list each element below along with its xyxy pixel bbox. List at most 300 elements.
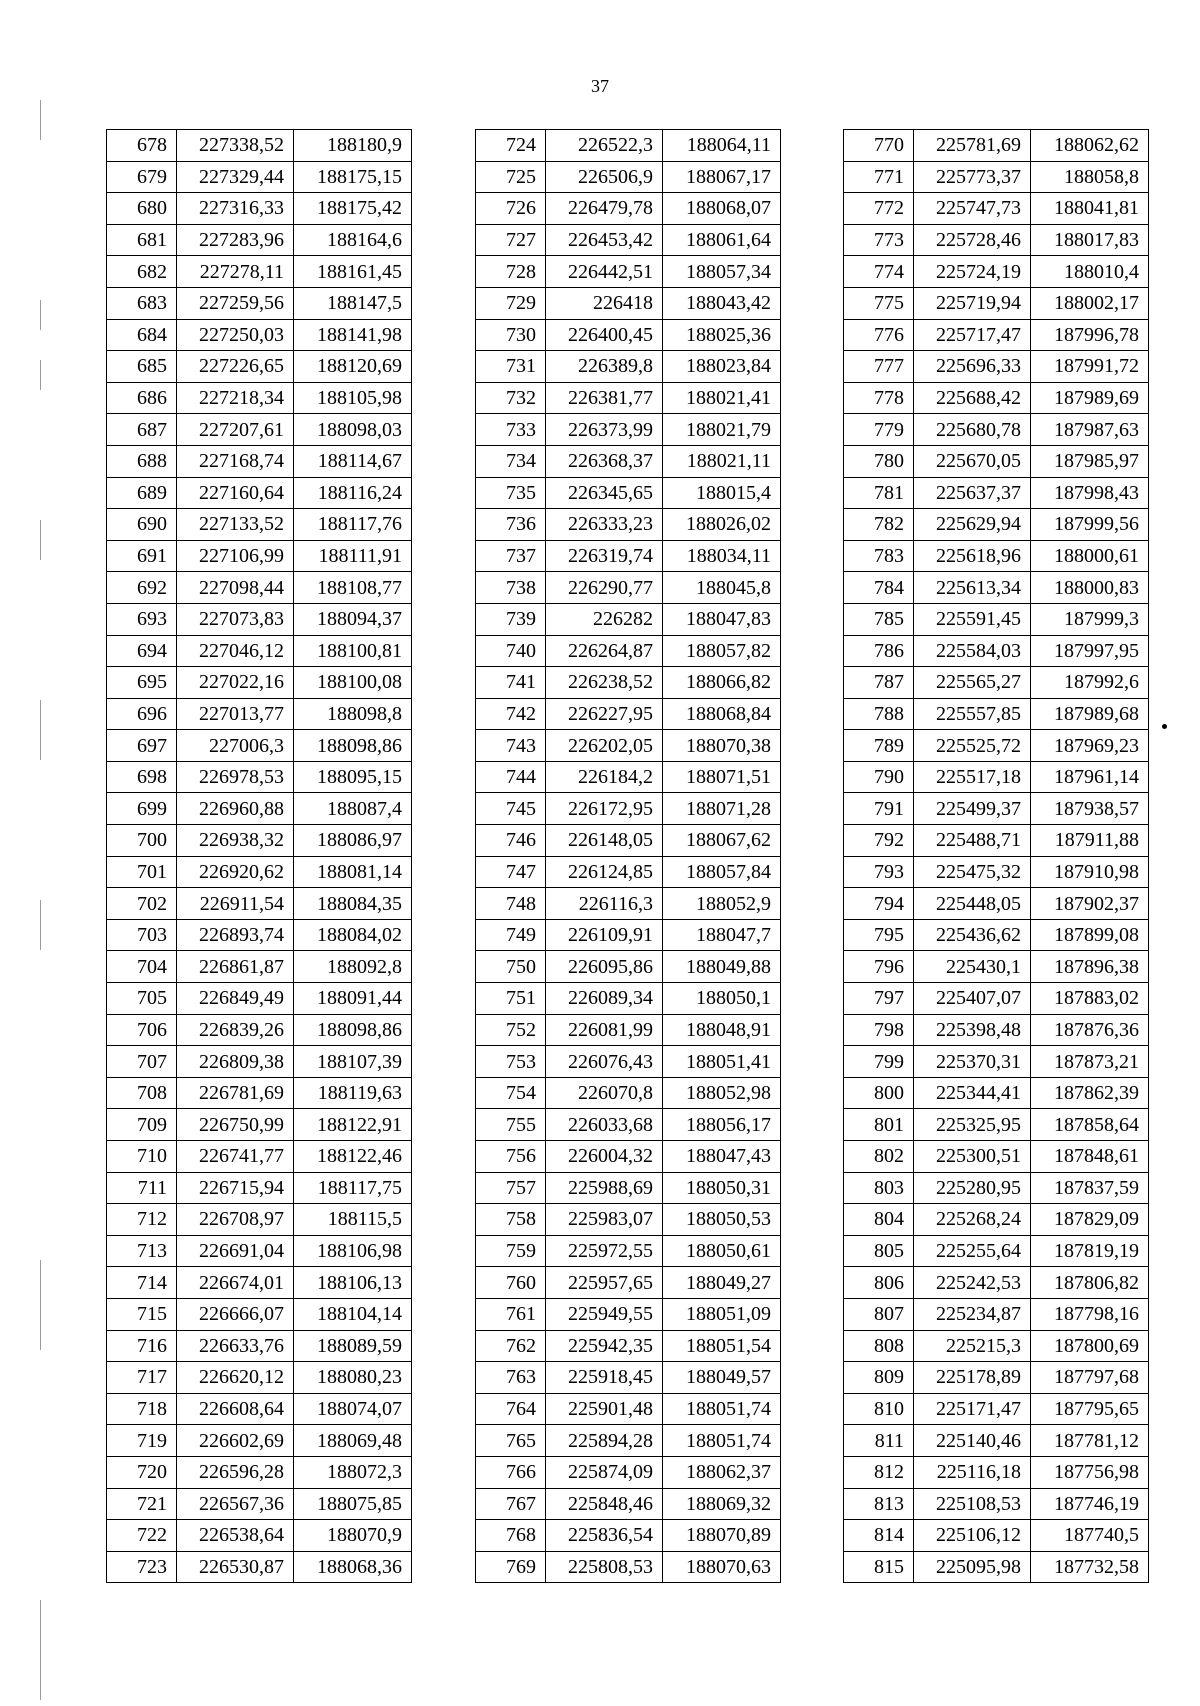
table-row xyxy=(844,414,1149,446)
point-number-cell: 779 xyxy=(844,414,914,446)
table-row xyxy=(476,1204,781,1236)
table-row xyxy=(476,1109,781,1141)
y-coordinate-cell: 188041,81 xyxy=(1031,193,1149,225)
y-coordinate-cell: 188057,34 xyxy=(663,256,781,288)
x-coordinate-cell: 226608,64 xyxy=(177,1393,294,1425)
x-coordinate-cell: 225670,05 xyxy=(914,445,1031,477)
point-number-cell: 743 xyxy=(476,730,546,762)
x-coordinate-cell: 225637,37 xyxy=(914,477,1031,509)
point-number-cell: 754 xyxy=(476,1077,546,1109)
x-coordinate-cell: 226960,88 xyxy=(177,793,294,825)
x-coordinate-cell: 227218,34 xyxy=(177,382,294,414)
table-row xyxy=(107,1298,412,1330)
y-coordinate-cell: 188108,77 xyxy=(294,572,412,604)
x-coordinate-cell: 226666,07 xyxy=(177,1298,294,1330)
point-number-cell: 810 xyxy=(844,1393,914,1425)
x-coordinate-cell: 226741,77 xyxy=(177,1141,294,1173)
y-coordinate-cell: 188034,11 xyxy=(663,540,781,572)
point-number-cell: 737 xyxy=(476,540,546,572)
y-coordinate-cell: 188080,23 xyxy=(294,1362,412,1394)
x-coordinate-cell: 225874,09 xyxy=(546,1456,663,1488)
x-coordinate-cell: 225848,46 xyxy=(546,1488,663,1520)
table-row xyxy=(107,1172,412,1204)
table-row xyxy=(107,1141,412,1173)
point-number-cell: 731 xyxy=(476,351,546,383)
table-row xyxy=(844,603,1149,635)
table-row xyxy=(107,761,412,793)
y-coordinate-cell: 188095,15 xyxy=(294,761,412,793)
point-number-cell: 774 xyxy=(844,256,914,288)
x-coordinate-cell: 226373,99 xyxy=(546,414,663,446)
x-coordinate-cell: 227073,83 xyxy=(177,603,294,635)
y-coordinate-cell: 188043,42 xyxy=(663,287,781,319)
y-coordinate-cell: 188026,02 xyxy=(663,509,781,541)
point-number-cell: 719 xyxy=(107,1425,177,1457)
x-coordinate-cell: 227013,77 xyxy=(177,698,294,730)
table-row xyxy=(844,983,1149,1015)
table-row xyxy=(107,224,412,256)
point-number-cell: 813 xyxy=(844,1488,914,1520)
point-number-cell: 682 xyxy=(107,256,177,288)
x-coordinate-cell: 225901,48 xyxy=(546,1393,663,1425)
y-coordinate-cell: 188115,5 xyxy=(294,1204,412,1236)
x-coordinate-cell: 227226,65 xyxy=(177,351,294,383)
x-coordinate-cell: 227278,11 xyxy=(177,256,294,288)
point-number-cell: 776 xyxy=(844,319,914,351)
table-row xyxy=(107,919,412,951)
table-row xyxy=(844,1298,1149,1330)
table-row xyxy=(476,540,781,572)
x-coordinate-cell: 227316,33 xyxy=(177,193,294,225)
table-row xyxy=(107,445,412,477)
y-coordinate-cell: 187996,78 xyxy=(1031,319,1149,351)
table-row xyxy=(107,540,412,572)
x-coordinate-cell: 226264,87 xyxy=(546,635,663,667)
x-coordinate-cell: 226202,05 xyxy=(546,730,663,762)
y-coordinate-cell: 188051,09 xyxy=(663,1298,781,1330)
y-coordinate-cell: 188074,07 xyxy=(294,1393,412,1425)
table-row xyxy=(107,1267,412,1299)
y-coordinate-cell: 188106,98 xyxy=(294,1235,412,1267)
y-coordinate-cell: 188021,79 xyxy=(663,414,781,446)
point-number-cell: 709 xyxy=(107,1109,177,1141)
point-number-cell: 782 xyxy=(844,509,914,541)
y-coordinate-cell: 188068,07 xyxy=(663,193,781,225)
point-number-cell: 718 xyxy=(107,1393,177,1425)
point-number-cell: 694 xyxy=(107,635,177,667)
x-coordinate-cell: 226978,53 xyxy=(177,761,294,793)
x-coordinate-cell: 225988,69 xyxy=(546,1172,663,1204)
y-coordinate-cell: 188047,43 xyxy=(663,1141,781,1173)
y-coordinate-cell: 187938,57 xyxy=(1031,793,1149,825)
table-row xyxy=(844,1267,1149,1299)
table-row xyxy=(844,351,1149,383)
point-number-cell: 811 xyxy=(844,1425,914,1457)
y-coordinate-cell: 188114,67 xyxy=(294,445,412,477)
x-coordinate-cell: 226809,38 xyxy=(177,1046,294,1078)
point-number-cell: 770 xyxy=(844,130,914,162)
x-coordinate-cell: 226479,78 xyxy=(546,193,663,225)
table-row xyxy=(107,951,412,983)
y-coordinate-cell: 188000,83 xyxy=(1031,572,1149,604)
table-row xyxy=(476,161,781,193)
table-row xyxy=(844,1456,1149,1488)
table-row xyxy=(476,445,781,477)
table-row xyxy=(476,983,781,1015)
y-coordinate-cell: 188164,6 xyxy=(294,224,412,256)
y-coordinate-cell: 188058,8 xyxy=(1031,161,1149,193)
table-row xyxy=(107,287,412,319)
table-row xyxy=(844,256,1149,288)
y-coordinate-cell: 188117,75 xyxy=(294,1172,412,1204)
y-coordinate-cell: 188161,45 xyxy=(294,256,412,288)
y-coordinate-cell: 188094,37 xyxy=(294,603,412,635)
y-coordinate-cell: 187899,08 xyxy=(1031,919,1149,951)
y-coordinate-cell: 187876,36 xyxy=(1031,1014,1149,1046)
point-number-cell: 711 xyxy=(107,1172,177,1204)
x-coordinate-cell: 225942,35 xyxy=(546,1330,663,1362)
table-row xyxy=(476,1267,781,1299)
coordinate-table-1 xyxy=(106,129,412,1583)
y-coordinate-cell: 188061,64 xyxy=(663,224,781,256)
point-number-cell: 745 xyxy=(476,793,546,825)
x-coordinate-cell: 226602,69 xyxy=(177,1425,294,1457)
table-row xyxy=(476,951,781,983)
table-row xyxy=(107,1362,412,1394)
point-number-cell: 795 xyxy=(844,919,914,951)
point-number-cell: 721 xyxy=(107,1488,177,1520)
point-number-cell: 815 xyxy=(844,1551,914,1583)
x-coordinate-cell: 226920,62 xyxy=(177,856,294,888)
point-number-cell: 758 xyxy=(476,1204,546,1236)
point-number-cell: 792 xyxy=(844,825,914,857)
point-number-cell: 761 xyxy=(476,1298,546,1330)
table-row xyxy=(476,287,781,319)
table-row xyxy=(107,1425,412,1457)
point-number-cell: 678 xyxy=(107,130,177,162)
y-coordinate-cell: 188067,62 xyxy=(663,825,781,857)
point-number-cell: 771 xyxy=(844,161,914,193)
point-number-cell: 703 xyxy=(107,919,177,951)
x-coordinate-cell: 226453,42 xyxy=(546,224,663,256)
y-coordinate-cell: 188122,91 xyxy=(294,1109,412,1141)
x-coordinate-cell: 226290,77 xyxy=(546,572,663,604)
y-coordinate-cell: 187795,65 xyxy=(1031,1393,1149,1425)
table-row xyxy=(844,761,1149,793)
table-row xyxy=(476,698,781,730)
y-coordinate-cell: 188050,53 xyxy=(663,1204,781,1236)
y-coordinate-cell: 187969,23 xyxy=(1031,730,1149,762)
y-coordinate-cell: 188068,36 xyxy=(294,1551,412,1583)
x-coordinate-cell: 225242,53 xyxy=(914,1267,1031,1299)
y-coordinate-cell: 188047,83 xyxy=(663,603,781,635)
y-coordinate-cell: 187985,97 xyxy=(1031,445,1149,477)
table-row xyxy=(844,730,1149,762)
y-coordinate-cell: 188098,86 xyxy=(294,1014,412,1046)
x-coordinate-cell: 226400,45 xyxy=(546,319,663,351)
table-row xyxy=(107,730,412,762)
x-coordinate-cell: 226522,3 xyxy=(546,130,663,162)
y-coordinate-cell: 187961,14 xyxy=(1031,761,1149,793)
table-row xyxy=(107,382,412,414)
x-coordinate-cell: 225108,53 xyxy=(914,1488,1031,1520)
y-coordinate-cell: 188049,27 xyxy=(663,1267,781,1299)
point-number-cell: 689 xyxy=(107,477,177,509)
table-row xyxy=(107,256,412,288)
x-coordinate-cell: 225688,42 xyxy=(914,382,1031,414)
table-row xyxy=(107,161,412,193)
x-coordinate-cell: 227098,44 xyxy=(177,572,294,604)
y-coordinate-cell: 188081,14 xyxy=(294,856,412,888)
table-row xyxy=(476,1298,781,1330)
y-coordinate-cell: 188075,85 xyxy=(294,1488,412,1520)
y-coordinate-cell: 188062,37 xyxy=(663,1456,781,1488)
x-coordinate-cell: 226227,95 xyxy=(546,698,663,730)
coordinate-table-2 xyxy=(475,129,781,1583)
y-coordinate-cell: 188087,4 xyxy=(294,793,412,825)
y-coordinate-cell: 188120,69 xyxy=(294,351,412,383)
y-coordinate-cell: 188017,83 xyxy=(1031,224,1149,256)
x-coordinate-cell: 225300,51 xyxy=(914,1141,1031,1173)
point-number-cell: 765 xyxy=(476,1425,546,1457)
table-row xyxy=(476,1235,781,1267)
y-coordinate-cell: 188002,17 xyxy=(1031,287,1149,319)
scan-margin-line xyxy=(40,300,41,330)
point-number-cell: 679 xyxy=(107,161,177,193)
point-number-cell: 785 xyxy=(844,603,914,635)
point-number-cell: 715 xyxy=(107,1298,177,1330)
y-coordinate-cell: 187746,19 xyxy=(1031,1488,1149,1520)
y-coordinate-cell: 188072,3 xyxy=(294,1456,412,1488)
table-row xyxy=(107,572,412,604)
x-coordinate-cell: 225280,95 xyxy=(914,1172,1031,1204)
y-coordinate-cell: 187837,59 xyxy=(1031,1172,1149,1204)
table-row xyxy=(844,919,1149,951)
x-coordinate-cell: 225618,96 xyxy=(914,540,1031,572)
table-row xyxy=(107,667,412,699)
table-row xyxy=(476,414,781,446)
point-number-cell: 691 xyxy=(107,540,177,572)
x-coordinate-cell: 226633,76 xyxy=(177,1330,294,1362)
x-coordinate-cell: 226319,74 xyxy=(546,540,663,572)
y-coordinate-cell: 188051,74 xyxy=(663,1425,781,1457)
table-row xyxy=(107,319,412,351)
x-coordinate-cell: 226567,36 xyxy=(177,1488,294,1520)
y-coordinate-cell: 188089,59 xyxy=(294,1330,412,1362)
table-row xyxy=(476,224,781,256)
y-coordinate-cell: 188122,46 xyxy=(294,1141,412,1173)
y-coordinate-cell: 187798,16 xyxy=(1031,1298,1149,1330)
x-coordinate-cell: 225488,71 xyxy=(914,825,1031,857)
point-number-cell: 692 xyxy=(107,572,177,604)
y-coordinate-cell: 188111,91 xyxy=(294,540,412,572)
scan-margin-line xyxy=(40,700,41,760)
table-row xyxy=(476,667,781,699)
y-coordinate-cell: 188071,28 xyxy=(663,793,781,825)
x-coordinate-cell: 226076,43 xyxy=(546,1046,663,1078)
table-row xyxy=(107,825,412,857)
point-number-cell: 700 xyxy=(107,825,177,857)
point-number-cell: 784 xyxy=(844,572,914,604)
y-coordinate-cell: 188066,82 xyxy=(663,667,781,699)
x-coordinate-cell: 226506,9 xyxy=(546,161,663,193)
y-coordinate-cell: 188050,1 xyxy=(663,983,781,1015)
point-number-cell: 708 xyxy=(107,1077,177,1109)
y-coordinate-cell: 188070,63 xyxy=(663,1551,781,1583)
table-row xyxy=(476,1172,781,1204)
y-coordinate-cell: 188067,17 xyxy=(663,161,781,193)
x-coordinate-cell: 225234,87 xyxy=(914,1298,1031,1330)
y-coordinate-cell: 188119,63 xyxy=(294,1077,412,1109)
y-coordinate-cell: 188064,11 xyxy=(663,130,781,162)
table-row xyxy=(476,1362,781,1394)
table-row xyxy=(107,635,412,667)
y-coordinate-cell: 188047,7 xyxy=(663,919,781,951)
table-row xyxy=(844,1488,1149,1520)
table-row xyxy=(476,572,781,604)
y-coordinate-cell: 188010,4 xyxy=(1031,256,1149,288)
x-coordinate-cell: 225370,31 xyxy=(914,1046,1031,1078)
point-number-cell: 791 xyxy=(844,793,914,825)
y-coordinate-cell: 187902,37 xyxy=(1031,888,1149,920)
table-row xyxy=(844,825,1149,857)
table-row xyxy=(844,667,1149,699)
point-number-cell: 730 xyxy=(476,319,546,351)
point-number-cell: 773 xyxy=(844,224,914,256)
table-row xyxy=(107,1330,412,1362)
y-coordinate-cell: 188107,39 xyxy=(294,1046,412,1078)
y-coordinate-cell: 188175,42 xyxy=(294,193,412,225)
y-coordinate-cell: 187989,68 xyxy=(1031,698,1149,730)
table-row xyxy=(476,825,781,857)
point-number-cell: 752 xyxy=(476,1014,546,1046)
y-coordinate-cell: 187819,19 xyxy=(1031,1235,1149,1267)
point-number-cell: 806 xyxy=(844,1267,914,1299)
point-number-cell: 775 xyxy=(844,287,914,319)
y-coordinate-cell: 188057,84 xyxy=(663,856,781,888)
x-coordinate-cell: 226148,05 xyxy=(546,825,663,857)
table-row xyxy=(107,130,412,162)
table-row xyxy=(844,856,1149,888)
x-coordinate-cell: 225957,65 xyxy=(546,1267,663,1299)
table-row xyxy=(476,1330,781,1362)
x-coordinate-cell: 226389,8 xyxy=(546,351,663,383)
point-number-cell: 729 xyxy=(476,287,546,319)
point-number-cell: 702 xyxy=(107,888,177,920)
point-number-cell: 812 xyxy=(844,1456,914,1488)
x-coordinate-cell: 226538,64 xyxy=(177,1520,294,1552)
table-row xyxy=(844,888,1149,920)
point-number-cell: 796 xyxy=(844,951,914,983)
y-coordinate-cell: 188180,9 xyxy=(294,130,412,162)
x-coordinate-cell: 226081,99 xyxy=(546,1014,663,1046)
point-number-cell: 706 xyxy=(107,1014,177,1046)
point-number-cell: 763 xyxy=(476,1362,546,1394)
table-row xyxy=(107,1109,412,1141)
point-number-cell: 749 xyxy=(476,919,546,951)
table-row xyxy=(844,1077,1149,1109)
y-coordinate-cell: 188069,48 xyxy=(294,1425,412,1457)
scan-margin-line xyxy=(40,1600,41,1700)
x-coordinate-cell: 225680,78 xyxy=(914,414,1031,446)
table-row xyxy=(476,256,781,288)
table-row xyxy=(844,382,1149,414)
x-coordinate-cell: 227283,96 xyxy=(177,224,294,256)
point-number-cell: 802 xyxy=(844,1141,914,1173)
point-number-cell: 772 xyxy=(844,193,914,225)
table-row xyxy=(107,856,412,888)
point-number-cell: 746 xyxy=(476,825,546,857)
x-coordinate-cell: 225448,05 xyxy=(914,888,1031,920)
point-number-cell: 786 xyxy=(844,635,914,667)
point-number-cell: 725 xyxy=(476,161,546,193)
point-number-cell: 804 xyxy=(844,1204,914,1236)
table-row xyxy=(844,1235,1149,1267)
x-coordinate-cell: 227338,52 xyxy=(177,130,294,162)
table-row xyxy=(107,351,412,383)
x-coordinate-cell: 225983,07 xyxy=(546,1204,663,1236)
point-number-cell: 801 xyxy=(844,1109,914,1141)
x-coordinate-cell: 226033,68 xyxy=(546,1109,663,1141)
table-row xyxy=(844,698,1149,730)
x-coordinate-cell: 226333,23 xyxy=(546,509,663,541)
point-number-cell: 756 xyxy=(476,1141,546,1173)
x-coordinate-cell: 227160,64 xyxy=(177,477,294,509)
x-coordinate-cell: 227168,74 xyxy=(177,445,294,477)
x-coordinate-cell: 226184,2 xyxy=(546,761,663,793)
y-coordinate-cell: 188021,41 xyxy=(663,382,781,414)
point-number-cell: 797 xyxy=(844,983,914,1015)
x-coordinate-cell: 225140,46 xyxy=(914,1425,1031,1457)
point-number-cell: 696 xyxy=(107,698,177,730)
x-coordinate-cell: 227259,56 xyxy=(177,287,294,319)
point-number-cell: 809 xyxy=(844,1362,914,1394)
x-coordinate-cell: 226282 xyxy=(546,603,663,635)
table-row xyxy=(476,1456,781,1488)
table-row xyxy=(844,224,1149,256)
table-row xyxy=(844,319,1149,351)
table-row xyxy=(844,540,1149,572)
x-coordinate-cell: 225808,53 xyxy=(546,1551,663,1583)
y-coordinate-cell: 188070,89 xyxy=(663,1520,781,1552)
table-row xyxy=(476,1141,781,1173)
table-row xyxy=(844,445,1149,477)
table-row xyxy=(844,193,1149,225)
point-number-cell: 751 xyxy=(476,983,546,1015)
point-number-cell: 690 xyxy=(107,509,177,541)
table-row xyxy=(476,603,781,635)
x-coordinate-cell: 225584,03 xyxy=(914,635,1031,667)
point-number-cell: 778 xyxy=(844,382,914,414)
y-coordinate-cell: 187992,6 xyxy=(1031,667,1149,699)
y-coordinate-cell: 187781,12 xyxy=(1031,1425,1149,1457)
x-coordinate-cell: 225836,54 xyxy=(546,1520,663,1552)
table-row xyxy=(844,1330,1149,1362)
point-number-cell: 697 xyxy=(107,730,177,762)
y-coordinate-cell: 187740,5 xyxy=(1031,1520,1149,1552)
x-coordinate-cell: 225565,27 xyxy=(914,667,1031,699)
table-row xyxy=(844,793,1149,825)
point-number-cell: 769 xyxy=(476,1551,546,1583)
y-coordinate-cell: 188147,5 xyxy=(294,287,412,319)
point-number-cell: 805 xyxy=(844,1235,914,1267)
x-coordinate-cell: 227006,3 xyxy=(177,730,294,762)
x-coordinate-cell: 226124,85 xyxy=(546,856,663,888)
table-row xyxy=(107,603,412,635)
y-coordinate-cell: 188057,82 xyxy=(663,635,781,667)
x-coordinate-cell: 225719,94 xyxy=(914,287,1031,319)
y-coordinate-cell: 187797,68 xyxy=(1031,1362,1149,1394)
